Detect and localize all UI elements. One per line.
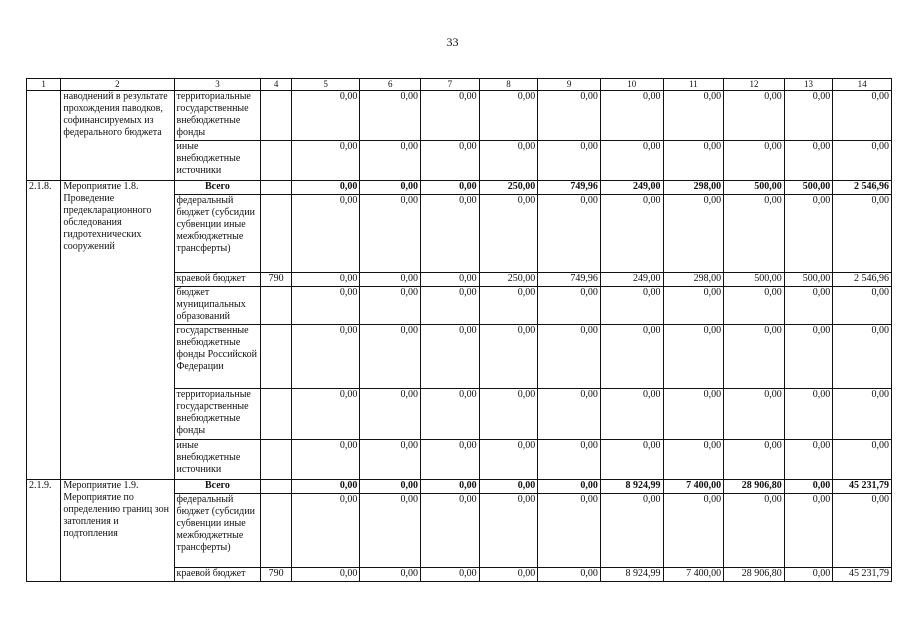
amount-cell: 2 546,96 <box>833 273 892 287</box>
column-header: 12 <box>724 79 785 91</box>
amount-cell: 28 906,80 <box>724 480 785 494</box>
funding-source: Всего <box>174 480 261 494</box>
amount-cell: 0,00 <box>360 568 421 582</box>
amount-cell: 0,00 <box>833 287 892 325</box>
amount-cell: 0,00 <box>784 325 833 389</box>
item-name: наводнений в результате прохождения паводков, софинансируемых из федерального бюджета <box>61 91 174 181</box>
amount-cell: 0,00 <box>663 325 724 389</box>
amount-cell: 0,00 <box>421 141 480 181</box>
amount-cell: 0,00 <box>421 91 480 141</box>
amount-cell: 0,00 <box>291 141 360 181</box>
amount-cell: 0,00 <box>421 287 480 325</box>
amount-cell: 0,00 <box>360 480 421 494</box>
amount-cell: 0,00 <box>421 568 480 582</box>
amount-cell: 0,00 <box>724 141 785 181</box>
table-row-total <box>27 480 892 494</box>
amount-cell: 0,00 <box>600 440 663 480</box>
amount-cell: 0,00 <box>479 287 538 325</box>
amount-cell: 0,00 <box>479 494 538 568</box>
amount-cell: 0,00 <box>421 494 480 568</box>
amount-cell: 298,00 <box>663 273 724 287</box>
amount-cell: 0,00 <box>600 141 663 181</box>
amount-cell: 0,00 <box>479 325 538 389</box>
amount-cell: 0,00 <box>291 494 360 568</box>
amount-cell: 0,00 <box>479 389 538 440</box>
column-header: 10 <box>600 79 663 91</box>
amount-cell: 0,00 <box>724 91 785 141</box>
column-header: 9 <box>538 79 601 91</box>
amount-cell: 0,00 <box>360 273 421 287</box>
amount-cell: 500,00 <box>784 273 833 287</box>
amount-cell: 0,00 <box>291 287 360 325</box>
amount-cell: 0,00 <box>833 141 892 181</box>
funding-source: территориальные государственные внебюджетные фонды <box>174 389 261 440</box>
amount-cell: 500,00 <box>724 273 785 287</box>
amount-cell: 0,00 <box>479 91 538 141</box>
amount-cell: 0,00 <box>538 389 601 440</box>
column-header: 4 <box>261 79 291 91</box>
amount-cell: 8 924,99 <box>600 480 663 494</box>
amount-cell: 0,00 <box>724 325 785 389</box>
amount-cell: 0,00 <box>538 568 601 582</box>
amount-cell: 0,00 <box>360 494 421 568</box>
amount-cell: 0,00 <box>360 91 421 141</box>
amount-cell: 249,00 <box>600 273 663 287</box>
amount-cell: 0,00 <box>663 141 724 181</box>
amount-cell: 298,00 <box>663 181 724 195</box>
budget-code <box>261 181 291 195</box>
amount-cell: 0,00 <box>291 480 360 494</box>
amount-cell: 0,00 <box>360 195 421 273</box>
amount-cell: 28 906,80 <box>724 568 785 582</box>
amount-cell: 7 400,00 <box>663 480 724 494</box>
amount-cell: 0,00 <box>291 325 360 389</box>
amount-cell: 0,00 <box>421 195 480 273</box>
table-body <box>27 91 892 582</box>
amount-cell: 0,00 <box>360 389 421 440</box>
item-name: Мероприятие 1.8. Проведение предекларационного обследования гидротехнических сооружений <box>61 181 174 480</box>
amount-cell: 0,00 <box>421 480 480 494</box>
amount-cell: 0,00 <box>724 494 785 568</box>
column-header: 3 <box>174 79 261 91</box>
amount-cell: 0,00 <box>724 389 785 440</box>
column-header: 14 <box>833 79 892 91</box>
column-header: 13 <box>784 79 833 91</box>
funding-source: иные внебюджетные источники <box>174 141 261 181</box>
amount-cell: 0,00 <box>538 141 601 181</box>
amount-cell: 0,00 <box>479 480 538 494</box>
amount-cell: 250,00 <box>479 181 538 195</box>
amount-cell: 0,00 <box>600 389 663 440</box>
amount-cell: 0,00 <box>663 91 724 141</box>
amount-cell: 0,00 <box>479 141 538 181</box>
amount-cell: 0,00 <box>784 480 833 494</box>
amount-cell: 7 400,00 <box>663 568 724 582</box>
amount-cell: 0,00 <box>360 440 421 480</box>
amount-cell: 0,00 <box>291 181 360 195</box>
budget-code <box>261 389 291 440</box>
amount-cell: 0,00 <box>784 494 833 568</box>
amount-cell: 0,00 <box>291 195 360 273</box>
amount-cell: 0,00 <box>421 389 480 440</box>
amount-cell: 749,96 <box>538 181 601 195</box>
budget-code <box>261 480 291 494</box>
budget-code <box>261 141 291 181</box>
amount-cell: 0,00 <box>360 141 421 181</box>
amount-cell: 0,00 <box>600 195 663 273</box>
item-code: 2.1.9. <box>27 480 61 582</box>
funding-source: Всего <box>174 181 261 195</box>
amount-cell: 0,00 <box>421 440 480 480</box>
funding-source: бюджет муниципальных образований <box>174 287 261 325</box>
amount-cell: 0,00 <box>600 325 663 389</box>
amount-cell: 0,00 <box>784 568 833 582</box>
amount-cell: 0,00 <box>833 440 892 480</box>
table-row <box>27 91 892 141</box>
amount-cell: 45 231,79 <box>833 568 892 582</box>
amount-cell: 0,00 <box>538 287 601 325</box>
column-header: 6 <box>360 79 421 91</box>
column-header: 5 <box>291 79 360 91</box>
amount-cell: 0,00 <box>663 389 724 440</box>
amount-cell: 0,00 <box>833 91 892 141</box>
amount-cell: 0,00 <box>421 273 480 287</box>
amount-cell: 0,00 <box>291 440 360 480</box>
amount-cell: 0,00 <box>784 389 833 440</box>
budget-code <box>261 440 291 480</box>
budget-code <box>261 325 291 389</box>
budget-code <box>261 195 291 273</box>
amount-cell: 8 924,99 <box>600 568 663 582</box>
column-header: 11 <box>663 79 724 91</box>
amount-cell: 0,00 <box>360 325 421 389</box>
item-code <box>27 91 61 181</box>
amount-cell: 0,00 <box>291 91 360 141</box>
funding-source: территориальные государственные внебюджетные фонды <box>174 91 261 141</box>
amount-cell: 2 546,96 <box>833 181 892 195</box>
amount-cell: 0,00 <box>291 568 360 582</box>
amount-cell: 0,00 <box>784 91 833 141</box>
header-row <box>27 79 892 91</box>
amount-cell: 0,00 <box>600 287 663 325</box>
column-header: 2 <box>61 79 174 91</box>
amount-cell: 0,00 <box>538 480 601 494</box>
amount-cell: 500,00 <box>784 181 833 195</box>
funding-source: государственные внебюджетные фонды Российской Федерации <box>174 325 261 389</box>
funding-source: федеральный бюджет (субсидии субвенции иные межбюджетные трансферты) <box>174 195 261 273</box>
amount-cell: 749,96 <box>538 273 601 287</box>
amount-cell: 0,00 <box>291 389 360 440</box>
amount-cell: 0,00 <box>538 440 601 480</box>
budget-code: 790 <box>261 273 291 287</box>
amount-cell: 0,00 <box>360 287 421 325</box>
column-header: 8 <box>479 79 538 91</box>
item-code: 2.1.8. <box>27 181 61 480</box>
amount-cell: 0,00 <box>833 195 892 273</box>
amount-cell: 45 231,79 <box>833 480 892 494</box>
amount-cell: 0,00 <box>833 389 892 440</box>
amount-cell: 0,00 <box>784 440 833 480</box>
page-number: 33 <box>446 35 459 49</box>
amount-cell: 0,00 <box>663 287 724 325</box>
amount-cell: 0,00 <box>360 181 421 195</box>
budget-code <box>261 287 291 325</box>
amount-cell: 0,00 <box>479 440 538 480</box>
amount-cell: 0,00 <box>479 195 538 273</box>
budget-table <box>26 78 892 582</box>
item-name: Мероприятие 1.9. Мероприятие по определению границ зон затопления и подтопления <box>61 480 174 582</box>
column-header: 1 <box>27 79 61 91</box>
amount-cell: 0,00 <box>538 195 601 273</box>
amount-cell: 0,00 <box>663 494 724 568</box>
amount-cell: 0,00 <box>663 440 724 480</box>
amount-cell: 250,00 <box>479 273 538 287</box>
column-header: 7 <box>421 79 480 91</box>
table-row-total <box>27 181 892 195</box>
funding-source: краевой бюджет <box>174 568 261 582</box>
amount-cell: 249,00 <box>600 181 663 195</box>
amount-cell: 0,00 <box>784 195 833 273</box>
amount-cell: 0,00 <box>784 141 833 181</box>
amount-cell: 0,00 <box>479 568 538 582</box>
amount-cell: 0,00 <box>833 494 892 568</box>
amount-cell: 0,00 <box>421 325 480 389</box>
funding-source: федеральный бюджет (субсидии субвенции иные межбюджетные трансферты) <box>174 494 261 568</box>
amount-cell: 0,00 <box>724 195 785 273</box>
amount-cell: 0,00 <box>538 325 601 389</box>
amount-cell: 0,00 <box>833 325 892 389</box>
amount-cell: 0,00 <box>600 91 663 141</box>
budget-code <box>261 91 291 141</box>
amount-cell: 0,00 <box>724 440 785 480</box>
amount-cell: 0,00 <box>538 91 601 141</box>
amount-cell: 500,00 <box>724 181 785 195</box>
amount-cell: 0,00 <box>538 494 601 568</box>
amount-cell: 0,00 <box>291 273 360 287</box>
funding-source: иные внебюджетные источники <box>174 440 261 480</box>
amount-cell: 0,00 <box>724 287 785 325</box>
amount-cell: 0,00 <box>600 494 663 568</box>
budget-code: 790 <box>261 568 291 582</box>
amount-cell: 0,00 <box>784 287 833 325</box>
funding-source: краевой бюджет <box>174 273 261 287</box>
amount-cell: 0,00 <box>421 181 480 195</box>
budget-code <box>261 494 291 568</box>
amount-cell: 0,00 <box>663 195 724 273</box>
